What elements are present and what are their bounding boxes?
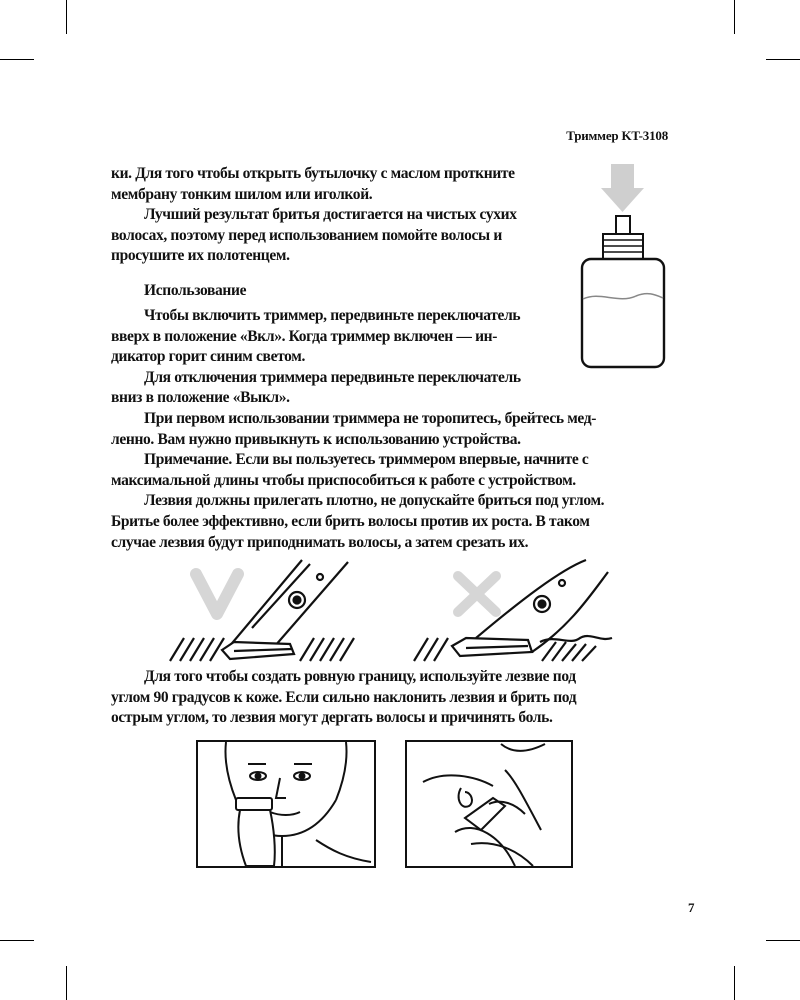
down-arrow-icon [601,164,644,212]
paragraph-oil-bottle [111,164,517,267]
text-line: Для того чтобы создать ровную границу, используйте лезвие под [144,668,576,685]
note-line [111,450,604,471]
text-line: ленно. Вам нужно привыкнуть к использованию устройства. [111,430,521,448]
crop-mark [0,59,34,60]
text-line: ки. Для того чтобы открыть бутылочку с маслом проткните [111,165,515,182]
crop-mark [766,940,800,941]
text-line: волосах, поэтому перед использованием помойте волосы и [111,226,502,244]
running-header: Триммер KT-3108 [566,128,668,143]
paragraph-angle [111,667,576,729]
text-line: Для отключения триммера передвиньте переключатель [144,368,521,386]
text-line: Лезвия должны прилегать плотно, не допускайте бриться под углом. [144,492,605,510]
text-line: острым углом, то лезвия могут дергать волосы и причинять боль. [111,709,553,727]
text-line: максимальной длины чтобы приспособиться к работе с устройством. [111,471,576,489]
text-line: углом 90 градусов к коже. Если сильно наклонить лезвия и брить под [111,688,577,706]
note-text: Если вы пользуетесь триммером впервые, начните с [231,451,589,469]
crop-mark [0,940,34,941]
text-line: случае лезвия будут приподнимать волосы, а затем срезать их. [111,533,529,551]
trimmer-angle-illustration [160,556,620,666]
text-line: Бритье более эффективно, если брить волосы против их роста. В таком [111,512,590,530]
note-label: Примечание. [144,451,232,469]
crop-mark [766,59,800,60]
trimmer-in-hand [236,798,275,866]
text-line: Лучший результат бритья достигается на чистых сухих [144,206,517,224]
text-line: мембрану тонким шилом или иголкой. [111,185,373,203]
page-number: 7 [688,900,695,915]
paragraph-usage [111,306,604,553]
crop-mark [66,966,67,1000]
section-title-text: Использование [144,282,247,299]
section-title [144,281,246,302]
text-line: Чтобы включить триммер, передвиньте переключатель [144,307,521,324]
cross-mark-icon [458,576,496,612]
crop-mark [66,0,67,34]
text-line: При первом использовании триммера не торопитесь, брейтесь мед- [144,409,597,427]
beard-trimming-illustration [196,740,376,868]
text-line: вниз в положение «Выкл». [111,389,290,407]
text-line: вверх в положение «Вкл». Когда триммер включен — ин- [111,327,498,345]
crop-mark [734,966,735,1000]
sideburn-trimming-illustration [405,740,573,868]
text-line: просушите их полотенцем. [111,247,290,265]
text-line: дикатор горит синим светом. [111,348,305,366]
trimmer-wrong [452,560,608,656]
check-mark-icon [196,574,238,614]
oil-bottle-illustration [578,160,668,375]
crop-mark [734,0,735,34]
